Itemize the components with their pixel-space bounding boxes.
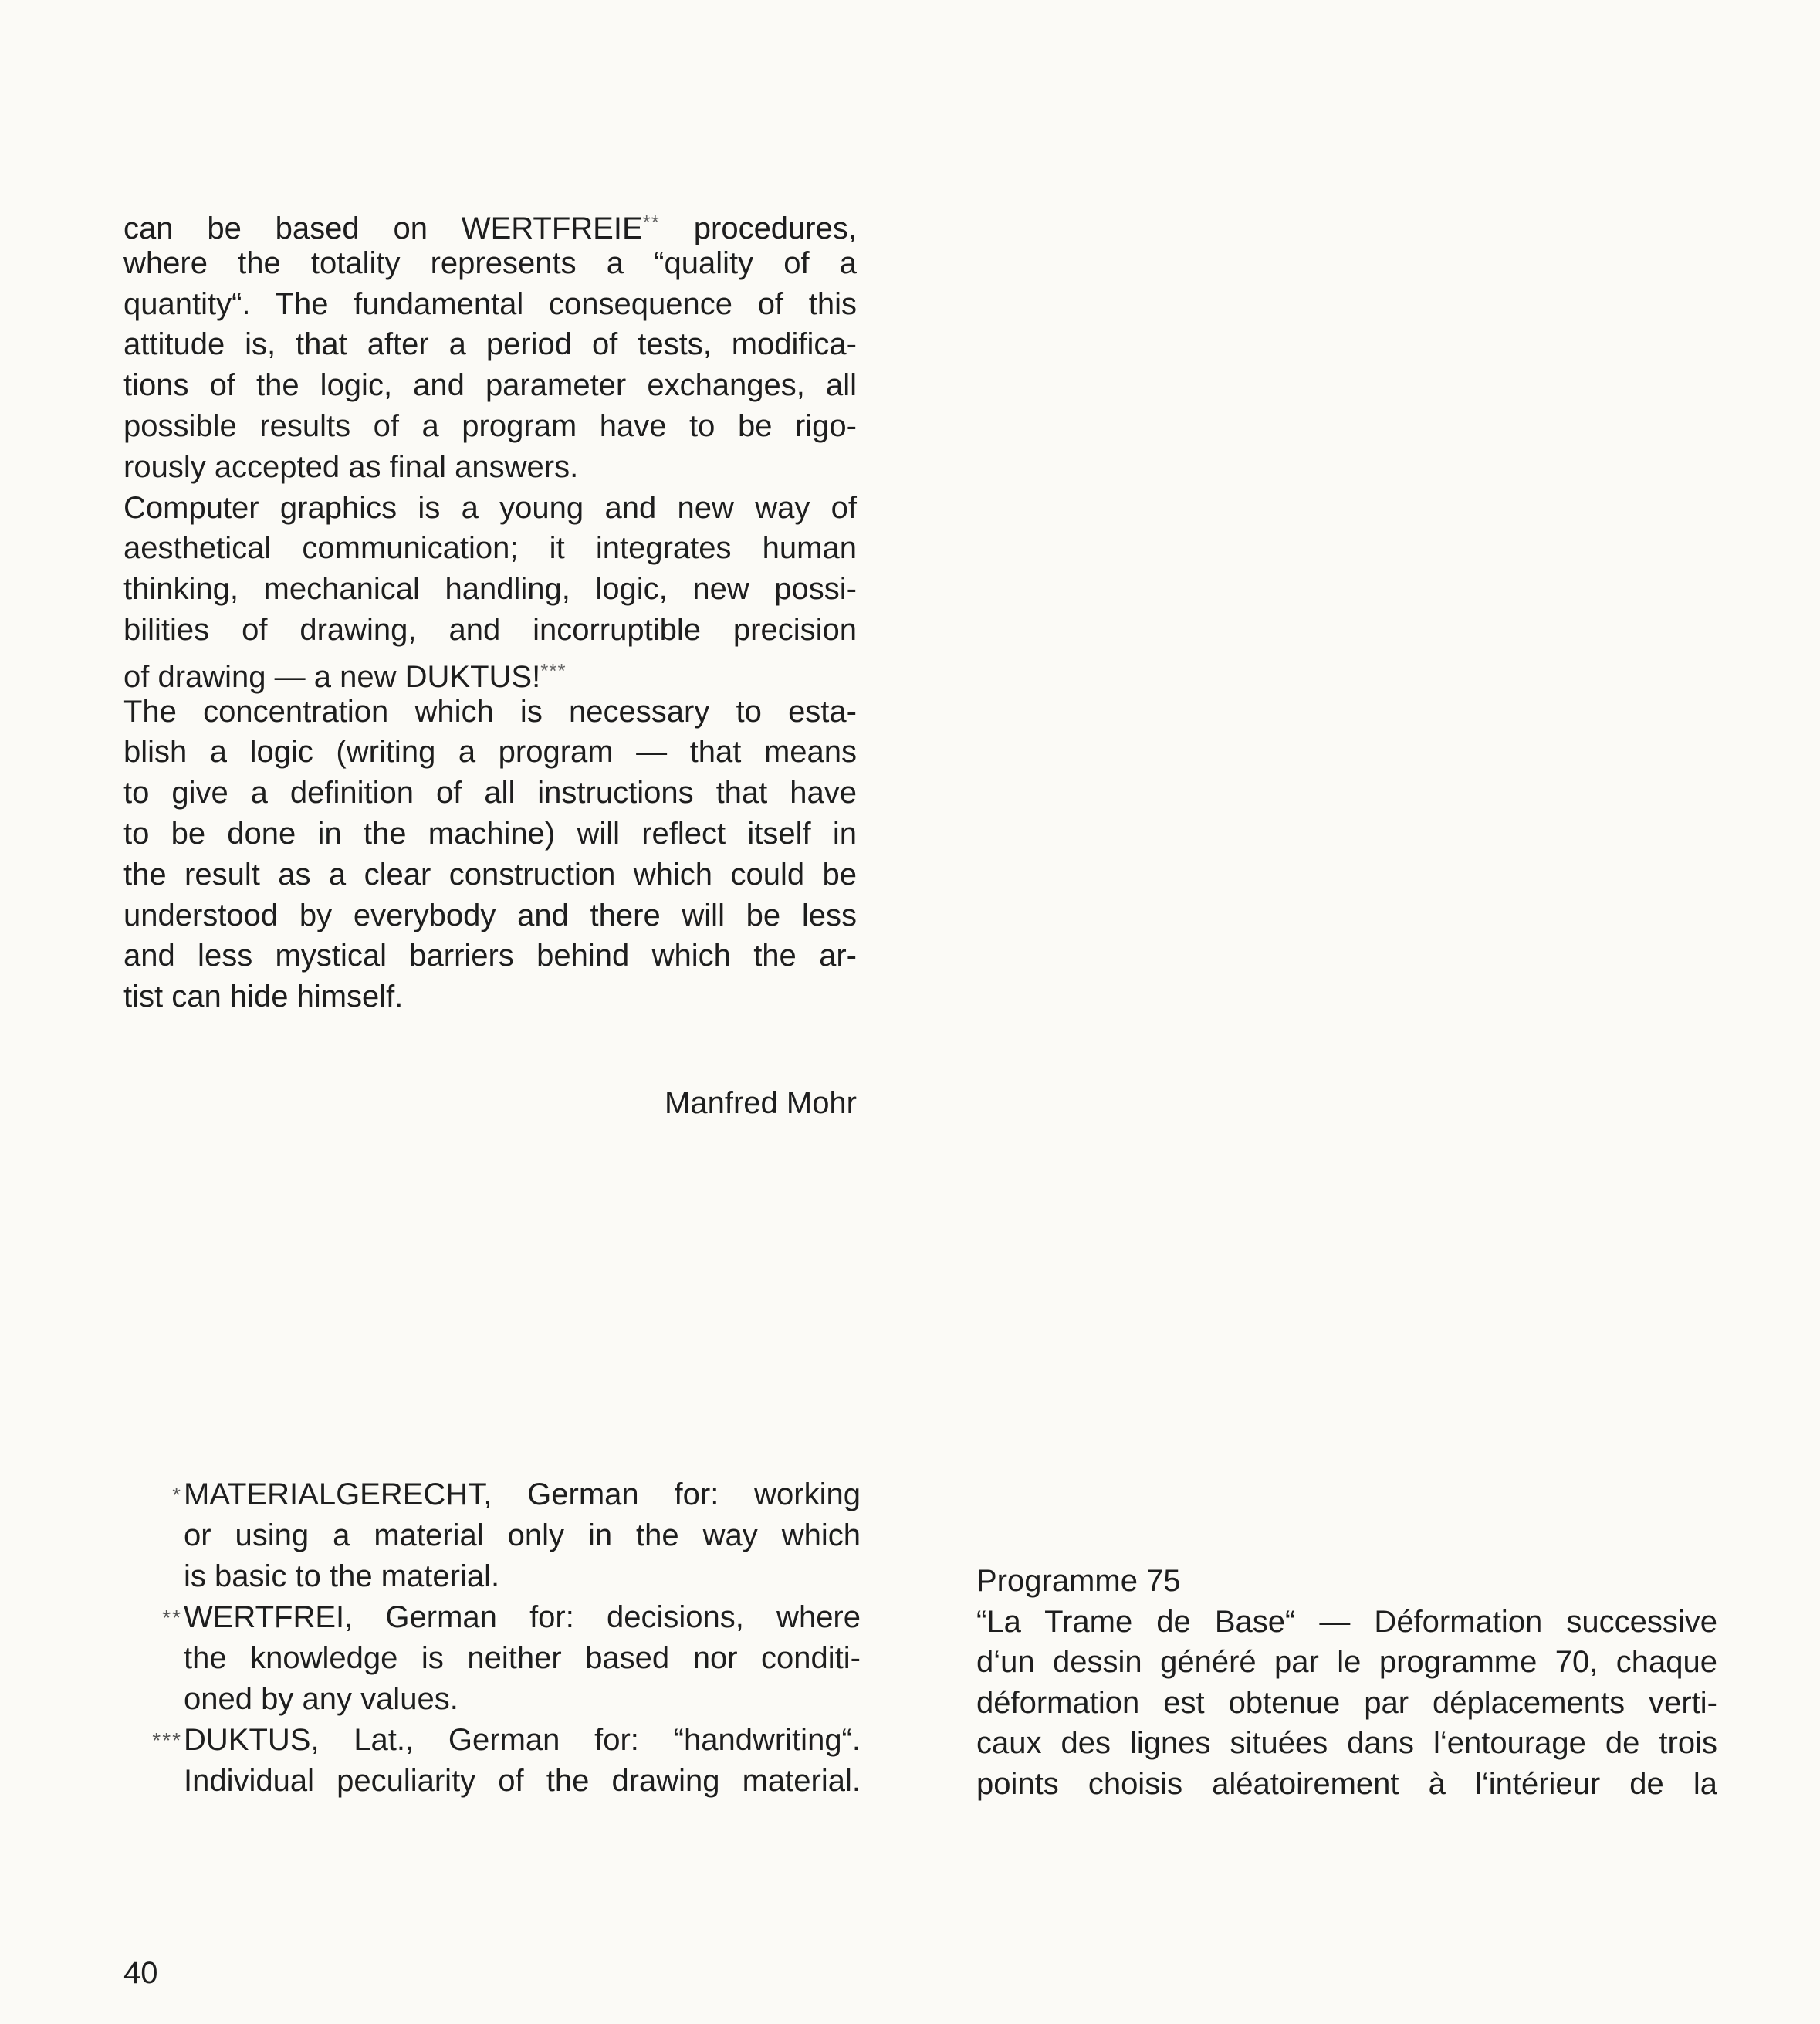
footnote-line: is basic to the material. [184, 1559, 500, 1593]
text-line: the result as a clear construction which could be [123, 857, 857, 892]
footnote-marker: ** [642, 211, 660, 234]
text-line: to give a definition of all instructions that have [123, 776, 857, 811]
caption-line: “La Trame de Base“ — Déformation successive [976, 1604, 1717, 1639]
text-line: bilities of drawing, and incorruptible precision [123, 612, 857, 647]
caption-line: caux des lignes situées dans l‘entourage de trois [976, 1726, 1717, 1761]
text-line: thinking, mechanical handling, logic, new possi- [123, 572, 857, 607]
footnote-3 [131, 1720, 861, 1802]
footnote-line: DUKTUS, Lat., German for: “handwriting“. [184, 1723, 861, 1757]
text-line: possible results of a program have to be rigo- [123, 408, 857, 443]
text-span: can be based on WERTFREIE [123, 212, 643, 245]
text-line: and less mystical barriers behind which the ar- [123, 939, 857, 973]
footnote-mark: *** [152, 1728, 182, 1752]
text-line: blish a logic (writing a program — that means [123, 735, 857, 770]
caption-line: déformation est obtenue par déplacements verti- [976, 1685, 1717, 1720]
footnote-1 [131, 1474, 861, 1597]
figure-caption [976, 1561, 1717, 1805]
main-text-column [123, 202, 857, 1017]
footnote-line: Individual peculiarity of the drawing material. [184, 1764, 861, 1798]
text-line: Computer graphics is a young and new way of [123, 490, 857, 525]
text-line: attitude is, that after a period of tests, modifica- [123, 327, 857, 362]
footnote-line: WERTFREI, German for: decisions, where [184, 1600, 861, 1634]
text-line: The concentration which is necessary to esta- [123, 694, 857, 729]
text-line: where the totality represents a “quality of a [123, 245, 857, 280]
text-line: tist can hide himself. [123, 980, 404, 1014]
footnote-line: oned by any values. [184, 1682, 458, 1716]
author-signature: Manfred Mohr [665, 1086, 857, 1120]
text-line: aesthetical communication; it integrates human [123, 531, 857, 566]
text-line: tions of the logic, and parameter exchanges, all [123, 368, 857, 403]
caption-line: points choisis aléatoirement à l‘intérieur de la [976, 1766, 1717, 1801]
text-line: understood by everybody and there will be less [123, 898, 857, 932]
caption-line: d‘un dessin généré par le programme 70, chaque [976, 1645, 1717, 1680]
footnote-mark: ** [162, 1606, 182, 1630]
text-line: quantity“. The fundamental consequence of this [123, 286, 857, 321]
text-line [123, 651, 857, 692]
text-line [123, 202, 857, 243]
footnotes [131, 1474, 861, 1802]
text-span: of drawing — a new DUKTUS! [123, 659, 541, 694]
caption-title: Programme 75 [976, 1564, 1181, 1598]
footnote-line: or using a material only in the way which [184, 1518, 861, 1552]
footnote-line: the knowledge is neither based nor conditi- [184, 1641, 861, 1675]
text-line: rously accepted as final answers. [123, 449, 579, 484]
footnote-mark: * [172, 1483, 182, 1507]
footnote-2 [131, 1597, 861, 1720]
page-number: 40 [123, 1956, 158, 1990]
footnote-line: MATERIALGERECHT, German for: working [184, 1477, 861, 1511]
text-span: procedures, [693, 212, 857, 245]
footnote-marker: *** [540, 658, 567, 682]
text-line: to be done in the machine) will reflect itself in [123, 816, 857, 851]
